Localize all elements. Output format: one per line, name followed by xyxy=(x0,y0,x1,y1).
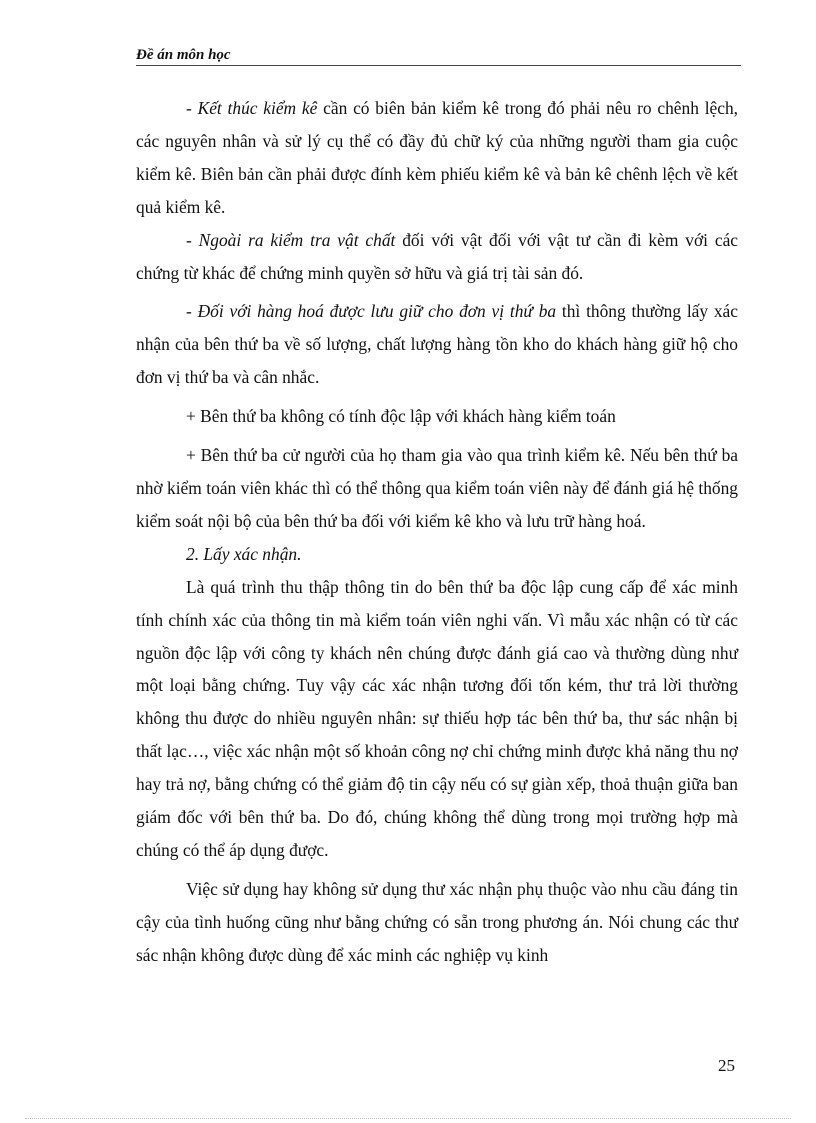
paragraph-text: đối với vật đối với vật tư cần đi kèm với các chứng từ khác để chứng minh quyền sở hữu và giá trị tài sản đó. xyxy=(136,229,739,283)
paragraph-plus-1: + Bên thứ ba không có tính độc lập với khách hàng kiểm toán xyxy=(186,406,616,427)
paragraph-text: thì thông thường lấy xác nhận của bên thứ ba về số lượng, chất lượng hàng tồn kho do khách hàng giữ hộ cho đơn vị thứ ba và cân nhắc. xyxy=(136,301,738,388)
paragraph-lay-xac-nhan: Là quá trình thu thập thông tin do bên thứ ba độc lập cung cấp để xác minh tính chính xác của thông tin mà kiểm toán viên nghi vấn. Vì mẫu xác nhận có từ các nguồn độc lập với công ty khách nên chúng được đánh giá cao và thường dùng như một loại bằng chứng. Tuy vậy các xác nhận tương đối tốn kém, thư trả lời thường không thu được do nhiều nguyên nhân: sự thiếu hợp tác bên thứ ba, thư sác nhận bị thất lạc…, việc xác nhận một số khoản công nợ chỉ chứng minh được khả năng thu nợ hay trả nợ, bằng chứng có thể giảm độ tin cậy nếu có sự giàn xếp, thoả thuận giữa ban giám đốc với bên thứ ba. Do đó, chúng không thể dùng trong mọi trường hợp mà chúng có thể áp dụng được. xyxy=(136,576,738,860)
dash-marker: - xyxy=(186,301,198,322)
paragraph-ngoai-ra xyxy=(136,224,738,290)
italic-term: Kết thúc kiểm kê xyxy=(197,98,318,118)
paragraph-ket-thuc-kiem-ke xyxy=(136,92,738,224)
page-number: 25 xyxy=(718,1056,735,1075)
dash-marker: - xyxy=(186,229,199,250)
header-title: Đề án môn học xyxy=(136,47,231,63)
page-bottom-divider xyxy=(25,1118,791,1119)
paragraph-plus-2: + Bên thứ ba cử người của họ tham gia vào qua trình kiểm kê. Nếu bên thứ ba nhờ kiểm toán viên khác thì có thể thông qua kiểm toán viên này để đánh giá hệ thống kiểm soát nội bộ của bên thứ ba đối với kiểm kê kho và lưu trữ hàng hoá. xyxy=(136,445,738,531)
paragraph-doi-voi-hang-hoa xyxy=(136,295,738,394)
document-body xyxy=(136,92,738,972)
dash-marker: - xyxy=(186,98,198,118)
paragraph-viec-su-dung: Việc sử dụng hay không sử dụng thư xác nhận phụ thuộc vào nhu cầu đáng tin cậy của tình huống cũng như bằng chứng có sẵn trong phương án. Nói chung các thư sác nhận không được dùng để xác minh các nghiệp vụ kinh xyxy=(136,878,738,965)
italic-term: Đối với hàng hoá được lưu giữ cho đơn vị thứ ba xyxy=(197,301,557,322)
italic-term: Ngoài ra kiểm tra vật chất xyxy=(198,229,396,250)
section-heading: 2. Lấy xác nhận. xyxy=(186,543,302,564)
page-header xyxy=(136,47,741,66)
paragraph-text: cần có biên bản kiểm kê trong đó phải nêu ro chênh lệch, các nguyên nhân và sử lý cụ thể có đầy đủ chữ ký của những người tham gia cuộc kiểm kê. Biên bản cần phải được đính kèm phiếu kiểm kê và bản kê chênh lệch về kết quả kiểm kê. xyxy=(136,98,739,217)
